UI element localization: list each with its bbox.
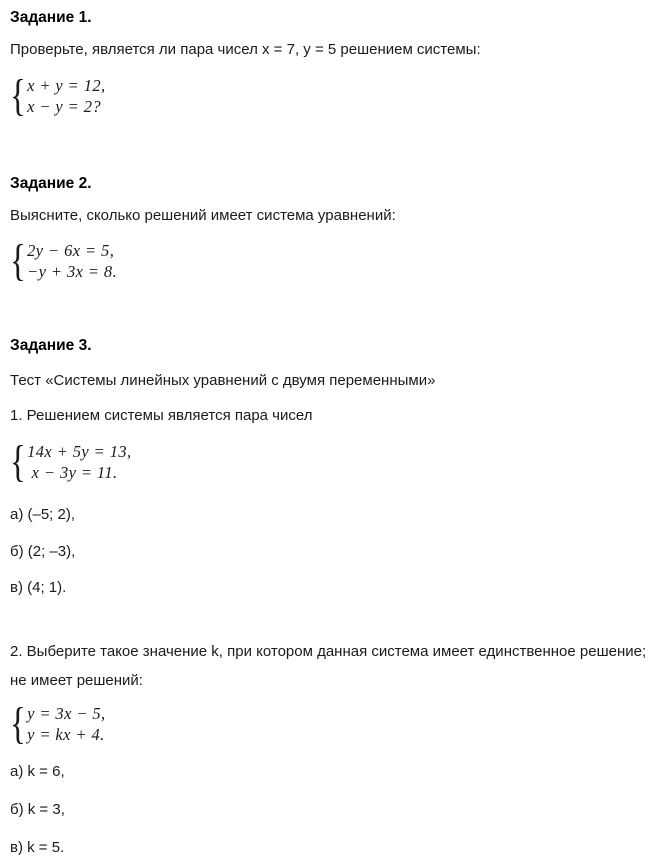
equations	[27, 441, 131, 483]
option-b: б) (2; –3),	[10, 543, 76, 560]
option-v: в) (4; 1).	[10, 579, 67, 596]
task-2-intro: Выясните, сколько решений имеет система уравнений:	[10, 207, 396, 224]
question-1-system	[10, 437, 657, 486]
task-1	[10, 8, 657, 118]
option-v: в) k = 5.	[10, 839, 65, 856]
task-3-intro: Тест «Системы линейных уравнений с двумя переменными»	[10, 372, 436, 389]
question-2-system	[10, 699, 657, 748]
task-1-intro: Проверьте, является ли пара чисел x = 7, y = 5 решением системы:	[10, 41, 481, 58]
equation-line: 14x + 5y = 13,	[27, 442, 132, 461]
task-2	[10, 174, 657, 283]
equations	[27, 240, 117, 282]
task-3-question-1	[10, 406, 657, 597]
task-1-title: Задание 1.	[10, 9, 92, 26]
system-brace: {	[10, 236, 26, 285]
question-1-prompt: 1. Решением системы является пара чисел	[10, 407, 313, 424]
option-a: а) k = 6,	[10, 763, 65, 780]
equation-line: x − 3y = 11.	[27, 463, 118, 482]
question-2-prompt: 2. Выберите такое значение k, при котором данная система имеет единственное решение; не имеет решений:	[10, 643, 647, 689]
task-2-title: Задание 2.	[10, 175, 92, 192]
option-b: б) k = 3,	[10, 801, 65, 818]
option-a: а) (–5; 2),	[10, 506, 76, 523]
task-2-system	[10, 236, 657, 285]
equation-line: y = kx + 4.	[27, 725, 105, 744]
equations	[27, 75, 105, 117]
equations	[27, 703, 105, 745]
equation-line: x − y = 2?	[27, 97, 102, 116]
task-3	[10, 336, 657, 857]
equation-line: −y + 3x = 8.	[27, 262, 118, 281]
system-brace: {	[10, 71, 26, 120]
task-3-title: Задание 3.	[10, 337, 92, 354]
equation-line: y = 3x − 5,	[27, 704, 106, 723]
equation-line: 2y − 6x = 5,	[27, 241, 115, 260]
equation-line: x + y = 12,	[27, 76, 106, 95]
task-1-system	[10, 71, 657, 120]
system-brace: {	[10, 437, 26, 486]
task-3-question-2	[10, 637, 657, 857]
system-brace: {	[10, 699, 26, 748]
